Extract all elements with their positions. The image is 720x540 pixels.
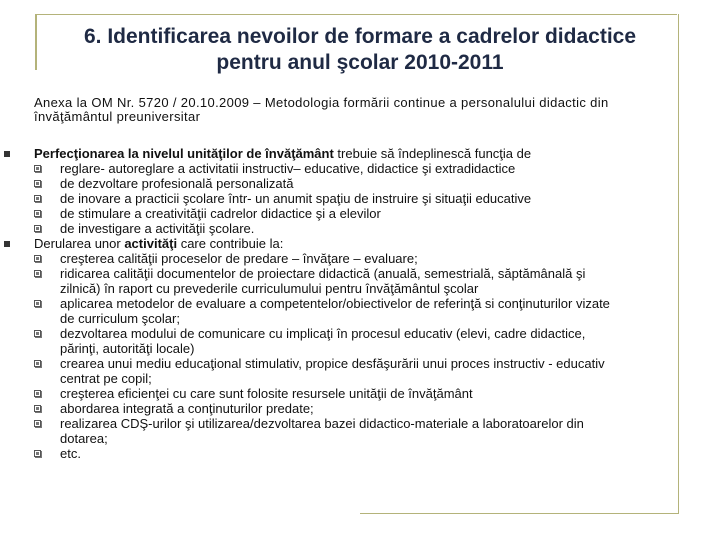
list-item bbox=[34, 446, 720, 461]
list-item-text: creşterea eficienţei cu care sunt folosite resursele unităţii de învăţământ bbox=[60, 386, 473, 401]
checkbox-bullet-icon bbox=[34, 225, 41, 232]
annex-reference-line-1: Anexa la OM Nr. 5720 / 20.10.2009 – Metodologia formării continue a personalului didactic din bbox=[34, 95, 609, 110]
list-item bbox=[34, 296, 720, 326]
list-item-text: centrat pe copil; bbox=[60, 371, 152, 386]
list-item bbox=[34, 206, 720, 221]
section-perfectionare-list bbox=[34, 161, 720, 236]
checkbox-bullet-icon bbox=[34, 270, 41, 277]
list-item-text: dotarea; bbox=[60, 431, 108, 446]
list-item bbox=[34, 266, 720, 296]
checkbox-bullet-icon bbox=[34, 255, 41, 262]
section-perfectionare bbox=[0, 146, 720, 236]
list-item bbox=[34, 401, 720, 416]
section-activitati bbox=[0, 236, 720, 461]
list-item bbox=[34, 416, 720, 446]
checkbox-bullet-icon bbox=[34, 180, 41, 187]
list-item-text: creşterea calităţii proceselor de predare – învăţare – evaluare; bbox=[60, 251, 418, 266]
list-item bbox=[34, 326, 720, 356]
list-item-text: de investigare a activităţii şcolare. bbox=[60, 221, 255, 236]
annex-reference bbox=[34, 96, 674, 124]
checkbox-bullet-icon bbox=[34, 390, 41, 397]
frame-bottom-rule bbox=[360, 513, 678, 514]
list-item-text: de dezvoltare profesională personalizată bbox=[60, 176, 294, 191]
section-activitati-lead-bold: activităţi bbox=[124, 236, 178, 251]
list-item-text: etc. bbox=[60, 446, 81, 461]
checkbox-bullet-icon bbox=[34, 195, 41, 202]
slide-title-line-2: pentru anul şcolar 2010-2011 bbox=[216, 51, 504, 74]
list-item-text: de curriculum şcolar; bbox=[60, 311, 180, 326]
slide-content bbox=[0, 146, 720, 461]
section-activitati-lead-pre: Derularea unor bbox=[34, 236, 125, 251]
list-item bbox=[34, 386, 720, 401]
checkbox-bullet-icon bbox=[34, 165, 41, 172]
list-item-text: aplicarea metodelor de evaluare a competentelor/obiectivelor de referinţă si conţinuturilor vizate bbox=[60, 296, 610, 311]
frame-top-rule bbox=[35, 14, 677, 15]
list-item bbox=[34, 356, 720, 386]
list-item-text: ridicarea calităţii documentelor de proiectare didactică (anuală, semestrială, săptămânală şi bbox=[60, 266, 586, 281]
list-item-text: realizarea CDŞ-urilor şi utilizarea/dezvoltarea bazei didactico-materiale a laboratoarelor din bbox=[60, 416, 584, 431]
list-item-text: părinţi, autorităţi locale) bbox=[60, 341, 195, 356]
section-perfectionare-lead bbox=[34, 146, 720, 161]
list-item-text: dezvoltarea modului de comunicare cu implicaţi în procesul educativ (elevi, cadre didactice, bbox=[60, 326, 586, 341]
checkbox-bullet-icon bbox=[34, 330, 41, 337]
slide-title bbox=[0, 24, 720, 76]
list-item-text: crearea unui mediu educaţional stimulativ, propice desfăşurării unui proces instructiv - educativ bbox=[60, 356, 605, 371]
list-item-text: reglare- autoreglare a activitatii instructiv– educative, didactice şi extradidactice bbox=[60, 161, 516, 176]
list-item-text: de inovare a practicii şcolare într- un anumit spaţiu de instruire şi situaţii educative bbox=[60, 191, 532, 206]
square-bullet-icon bbox=[4, 151, 10, 157]
list-item-text: de stimulare a creativităţii cadrelor didactice şi a elevilor bbox=[60, 206, 381, 221]
list-item bbox=[34, 191, 720, 206]
checkbox-bullet-icon bbox=[34, 405, 41, 412]
annex-reference-line-2: învăţământul preuniversitar bbox=[34, 109, 201, 124]
list-item bbox=[34, 176, 720, 191]
section-activitati-lead bbox=[34, 236, 720, 251]
section-perfectionare-lead-rest: trebuie să îndeplinescă funcţia de bbox=[333, 146, 532, 161]
checkbox-bullet-icon bbox=[34, 300, 41, 307]
checkbox-bullet-icon bbox=[34, 450, 41, 457]
list-item-text: zilnică) în raport cu prevederile curriculumului pentru învăţământul şcolar bbox=[60, 281, 479, 296]
list-item bbox=[34, 251, 720, 266]
slide-title-line-1: 6. Identificarea nevoilor de formare a cadrelor didactice bbox=[83, 25, 637, 48]
section-perfectionare-lead-bold: Perfecţionarea la nivelul unităţilor de învăţământ bbox=[34, 146, 334, 161]
checkbox-bullet-icon bbox=[34, 420, 41, 427]
section-activitati-lead-post: care contribuie la: bbox=[177, 236, 284, 251]
list-item bbox=[34, 221, 720, 236]
section-activitati-list bbox=[34, 251, 720, 461]
checkbox-bullet-icon bbox=[34, 210, 41, 217]
list-item-text: abordarea integrată a conţinuturilor predate; bbox=[60, 401, 314, 416]
list-item bbox=[34, 161, 720, 176]
square-bullet-icon bbox=[4, 241, 10, 247]
checkbox-bullet-icon bbox=[34, 360, 41, 367]
